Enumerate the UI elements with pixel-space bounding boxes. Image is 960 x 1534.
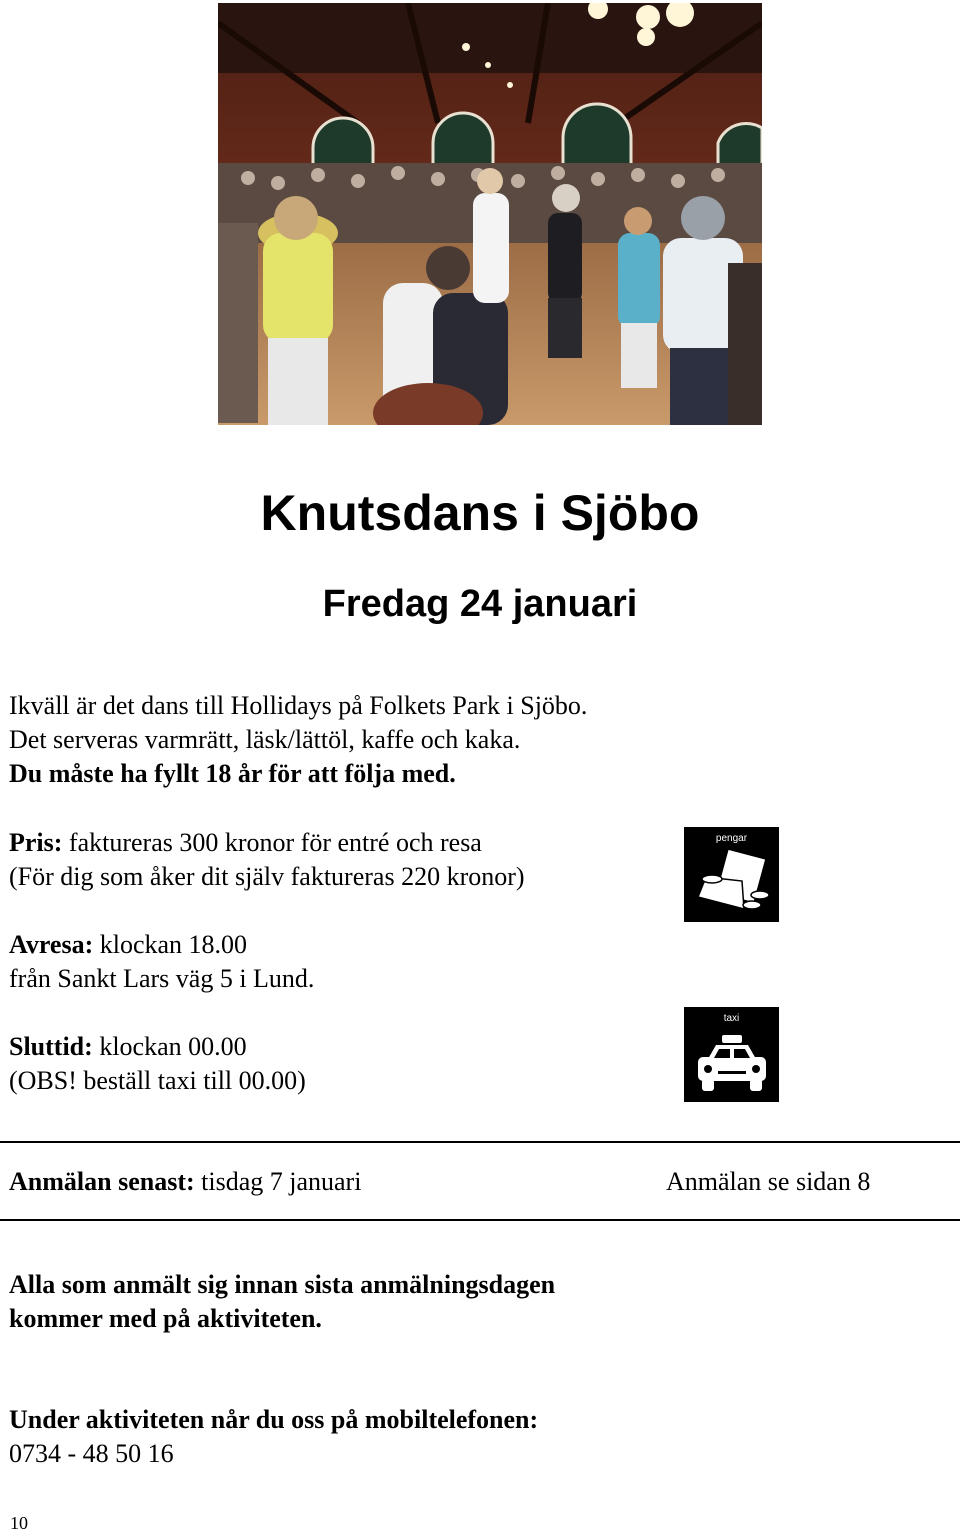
departure-place: från Sankt Lars väg 5 i Lund. — [9, 964, 315, 993]
taxi-caption: taxi — [723, 1013, 740, 1024]
registration-deadline: tisdag 7 januari — [194, 1167, 362, 1196]
notice-line-2: kommer med på aktiviteten. — [9, 1304, 322, 1333]
price-text: faktureras 300 kronor för entré och resa — [62, 828, 482, 857]
price-label: Pris: — [9, 828, 63, 857]
page-number: 10 — [10, 1513, 28, 1533]
taxi-pictogram — [684, 1007, 779, 1102]
money-caption: pengar — [715, 833, 748, 844]
money-pictogram — [684, 827, 779, 922]
event-date: Fredag 24 januari — [322, 583, 638, 625]
page-title: Knutsdans i Sjöbo — [260, 485, 700, 541]
notice-line-1: Alla som anmält sig innan sista anmälningsdagen — [9, 1270, 556, 1299]
age-requirement: Du måste ha fyllt 18 år för att följa med. — [9, 759, 456, 788]
contact-label: Under aktiviteten når du oss på mobiltelefonen: — [9, 1405, 539, 1434]
end-note: (OBS! beställ taxi till 00.00) — [9, 1066, 306, 1095]
dance-hall-photo — [218, 3, 762, 425]
departure-line — [9, 928, 247, 962]
end-line — [9, 1030, 247, 1064]
contact-phone: 0734 - 48 50 16 — [9, 1439, 174, 1468]
taxi-icon — [684, 1007, 779, 1102]
price-note: (För dig som åker dit själv faktureras 220 kronor) — [9, 862, 525, 891]
intro-line-1: Ikväll är det dans till Hollidays på Folkets Park i Sjöbo. — [9, 691, 588, 720]
departure-time: klockan 18.00 — [93, 930, 248, 959]
end-time: klockan 00.00 — [92, 1032, 247, 1061]
end-label: Sluttid: — [9, 1032, 93, 1061]
registration-line — [9, 1165, 361, 1199]
departure-label: Avresa: — [9, 930, 94, 959]
price-line — [9, 826, 482, 860]
registration-page-ref: Anmälan se sidan 8 — [666, 1167, 871, 1196]
intro-line-2: Det serveras varmrätt, läsk/lättöl, kaffe och kaka. — [9, 725, 521, 754]
divider-top — [0, 1141, 960, 1143]
money-icon — [684, 827, 779, 922]
registration-label: Anmälan senast: — [9, 1167, 195, 1196]
divider-bottom — [0, 1219, 960, 1221]
